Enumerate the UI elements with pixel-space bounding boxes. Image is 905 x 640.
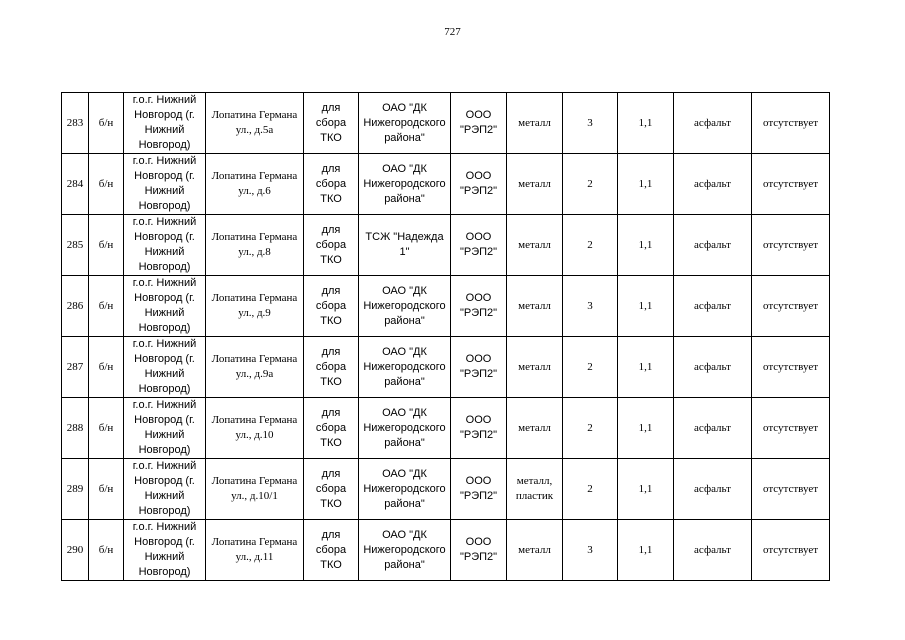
- registry-number-cell: б/н: [89, 520, 124, 581]
- row-number-cell: 285: [62, 215, 89, 276]
- row-number-cell: 283: [62, 93, 89, 154]
- material-cell: металл: [507, 215, 563, 276]
- surface-cell: асфальт: [674, 520, 752, 581]
- container-volume-cell: 1,1: [618, 337, 674, 398]
- address-cell: Лопатина Германа ул., д.10/1: [206, 459, 304, 520]
- surface-cell: асфальт: [674, 93, 752, 154]
- registry-number-cell: б/н: [89, 276, 124, 337]
- row-number-cell: 284: [62, 154, 89, 215]
- operator-cell: ООО "РЭП2": [451, 154, 507, 215]
- operator-cell: ООО "РЭП2": [451, 215, 507, 276]
- material-cell: металл: [507, 276, 563, 337]
- address-cell: Лопатина Германа ул., д.10: [206, 398, 304, 459]
- locality-cell: г.о.г. Нижний Новгород (г. Нижний Новгород): [124, 154, 206, 215]
- table-row: [62, 398, 830, 459]
- owner-cell: ОАО "ДК Нижегородского района": [359, 276, 451, 337]
- owner-cell: ТСЖ "Надежда 1": [359, 215, 451, 276]
- container-count-cell: 2: [563, 154, 618, 215]
- fence-cell: отсутствует: [752, 93, 830, 154]
- address-cell: Лопатина Германа ул., д.8: [206, 215, 304, 276]
- surface-cell: асфальт: [674, 215, 752, 276]
- table-row: [62, 337, 830, 398]
- container-volume-cell: 1,1: [618, 398, 674, 459]
- table-row: [62, 215, 830, 276]
- container-count-cell: 3: [563, 276, 618, 337]
- registry-number-cell: б/н: [89, 459, 124, 520]
- purpose-cell: для сбора ТКО: [304, 459, 359, 520]
- material-cell: металл: [507, 398, 563, 459]
- page-number: 727: [444, 26, 461, 38]
- address-cell: Лопатина Германа ул., д.11: [206, 520, 304, 581]
- row-number-cell: 287: [62, 337, 89, 398]
- container-volume-cell: 1,1: [618, 215, 674, 276]
- surface-cell: асфальт: [674, 337, 752, 398]
- container-count-cell: 2: [563, 459, 618, 520]
- registry-number-cell: б/н: [89, 337, 124, 398]
- address-cell: Лопатина Германа ул., д.9: [206, 276, 304, 337]
- surface-cell: асфальт: [674, 276, 752, 337]
- row-number-cell: 289: [62, 459, 89, 520]
- material-cell: металл, пластик: [507, 459, 563, 520]
- purpose-cell: для сбора ТКО: [304, 276, 359, 337]
- fence-cell: отсутствует: [752, 215, 830, 276]
- container-count-cell: 2: [563, 398, 618, 459]
- operator-cell: ООО "РЭП2": [451, 520, 507, 581]
- row-number-cell: 288: [62, 398, 89, 459]
- container-count-cell: 2: [563, 337, 618, 398]
- registry-table: [61, 92, 830, 581]
- table-body: [62, 93, 830, 581]
- purpose-cell: для сбора ТКО: [304, 154, 359, 215]
- locality-cell: г.о.г. Нижний Новгород (г. Нижний Новгород): [124, 337, 206, 398]
- address-cell: Лопатина Германа ул., д.5а: [206, 93, 304, 154]
- container-volume-cell: 1,1: [618, 93, 674, 154]
- surface-cell: асфальт: [674, 459, 752, 520]
- registry-number-cell: б/н: [89, 215, 124, 276]
- operator-cell: ООО "РЭП2": [451, 459, 507, 520]
- purpose-cell: для сбора ТКО: [304, 337, 359, 398]
- purpose-cell: для сбора ТКО: [304, 215, 359, 276]
- container-volume-cell: 1,1: [618, 154, 674, 215]
- container-count-cell: 2: [563, 215, 618, 276]
- registry-number-cell: б/н: [89, 398, 124, 459]
- table-row: [62, 276, 830, 337]
- purpose-cell: для сбора ТКО: [304, 520, 359, 581]
- container-volume-cell: 1,1: [618, 520, 674, 581]
- table-row: [62, 520, 830, 581]
- material-cell: металл: [507, 337, 563, 398]
- table-row: [62, 154, 830, 215]
- table-row: [62, 93, 830, 154]
- operator-cell: ООО "РЭП2": [451, 276, 507, 337]
- owner-cell: ОАО "ДК Нижегородского района": [359, 337, 451, 398]
- operator-cell: ООО "РЭП2": [451, 398, 507, 459]
- owner-cell: ОАО "ДК Нижегородского района": [359, 398, 451, 459]
- locality-cell: г.о.г. Нижний Новгород (г. Нижний Новгород): [124, 215, 206, 276]
- fence-cell: отсутствует: [752, 459, 830, 520]
- locality-cell: г.о.г. Нижний Новгород (г. Нижний Новгород): [124, 93, 206, 154]
- owner-cell: ОАО "ДК Нижегородского района": [359, 459, 451, 520]
- purpose-cell: для сбора ТКО: [304, 93, 359, 154]
- material-cell: металл: [507, 520, 563, 581]
- operator-cell: ООО "РЭП2": [451, 337, 507, 398]
- fence-cell: отсутствует: [752, 520, 830, 581]
- owner-cell: ОАО "ДК Нижегородского района": [359, 520, 451, 581]
- operator-cell: ООО "РЭП2": [451, 93, 507, 154]
- surface-cell: асфальт: [674, 398, 752, 459]
- address-cell: Лопатина Германа ул., д.9а: [206, 337, 304, 398]
- fence-cell: отсутствует: [752, 276, 830, 337]
- fence-cell: отсутствует: [752, 398, 830, 459]
- container-count-cell: 3: [563, 93, 618, 154]
- locality-cell: г.о.г. Нижний Новгород (г. Нижний Новгород): [124, 276, 206, 337]
- row-number-cell: 286: [62, 276, 89, 337]
- material-cell: металл: [507, 154, 563, 215]
- table-row: [62, 459, 830, 520]
- row-number-cell: 290: [62, 520, 89, 581]
- registry-number-cell: б/н: [89, 93, 124, 154]
- surface-cell: асфальт: [674, 154, 752, 215]
- material-cell: металл: [507, 93, 563, 154]
- fence-cell: отсутствует: [752, 154, 830, 215]
- locality-cell: г.о.г. Нижний Новгород (г. Нижний Новгород): [124, 398, 206, 459]
- locality-cell: г.о.г. Нижний Новгород (г. Нижний Новгород): [124, 520, 206, 581]
- container-volume-cell: 1,1: [618, 459, 674, 520]
- address-cell: Лопатина Германа ул., д.6: [206, 154, 304, 215]
- locality-cell: г.о.г. Нижний Новгород (г. Нижний Новгород): [124, 459, 206, 520]
- owner-cell: ОАО "ДК Нижегородского района": [359, 93, 451, 154]
- purpose-cell: для сбора ТКО: [304, 398, 359, 459]
- fence-cell: отсутствует: [752, 337, 830, 398]
- container-count-cell: 3: [563, 520, 618, 581]
- container-volume-cell: 1,1: [618, 276, 674, 337]
- owner-cell: ОАО "ДК Нижегородского района": [359, 154, 451, 215]
- registry-number-cell: б/н: [89, 154, 124, 215]
